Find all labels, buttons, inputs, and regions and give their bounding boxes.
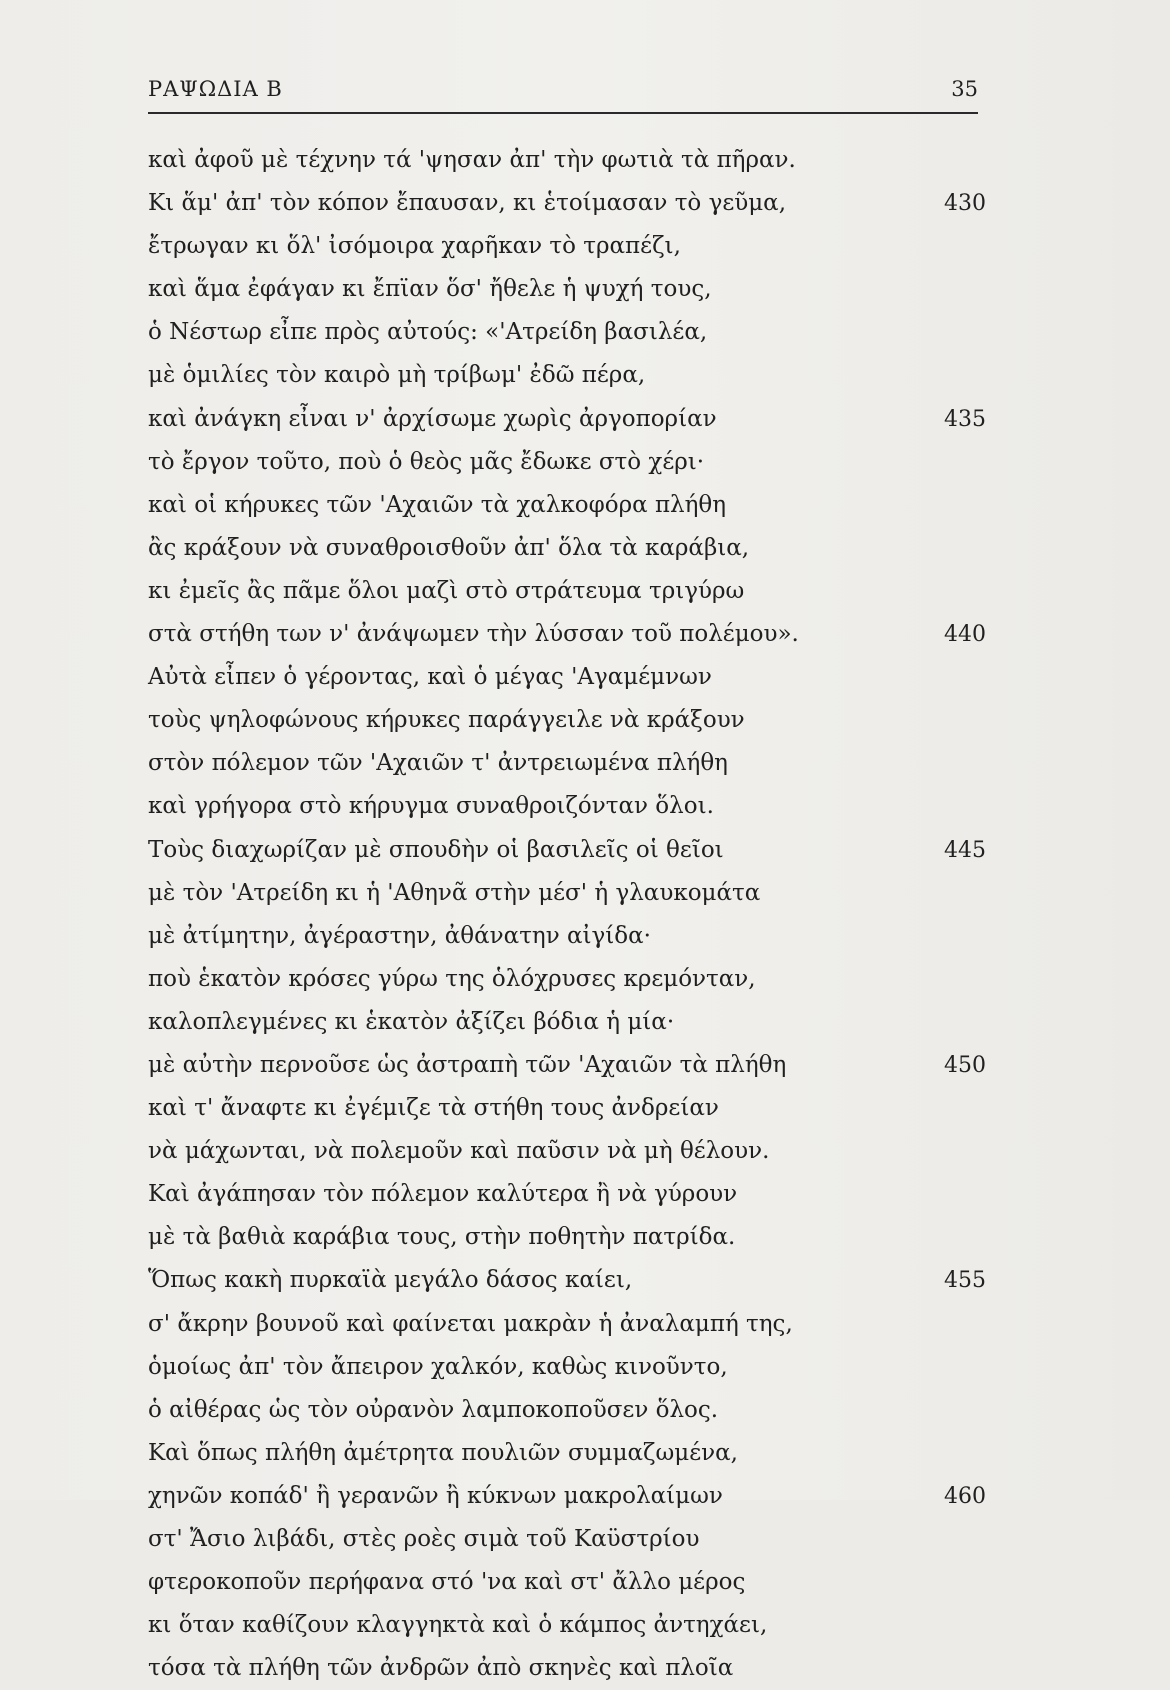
verse-line <box>148 1647 988 1690</box>
verse-text: χηνῶν κοπάδ' ἢ γερανῶν ἢ κύκνων μακρολαίμων <box>148 1482 723 1509</box>
verse-line <box>148 1518 988 1561</box>
verse-line <box>148 1173 988 1216</box>
verse-line <box>148 484 988 527</box>
verse-line <box>148 699 988 742</box>
header-rule <box>148 112 978 114</box>
verse-text: καὶ ἀνάγκη εἶναι ν' ἀρχίσωμε χωρὶς ἀργοπορίαν <box>148 405 717 432</box>
line-number: 435 <box>944 406 986 432</box>
verse-text: καὶ ἀφοῦ μὲ τέχνην τά 'ψησαν ἀπ' τὴν φωτιὰ τὰ πῆραν. <box>148 147 796 173</box>
verse-line <box>148 268 988 311</box>
verse-text: μὲ ἀτίμητην, ἀγέραστην, ἀθάνατην αἰγίδα· <box>148 922 651 949</box>
verse-line <box>148 1475 988 1518</box>
verse-line <box>148 742 988 785</box>
verse-line <box>148 1432 988 1475</box>
verse-line <box>148 613 988 656</box>
verse-text: ὁμοίως ἀπ' τὸν ἄπειρον χαλκόν, καθὼς κινοῦντο, <box>148 1353 728 1380</box>
running-head <box>148 72 978 106</box>
verse-line <box>148 1130 988 1173</box>
verse-text: Ὅπως κακὴ πυρκαϊὰ μεγάλο δάσος καίει, <box>148 1267 633 1294</box>
verse-line <box>148 441 988 484</box>
line-number: 460 <box>944 1483 986 1509</box>
verse-text: καὶ τ' ἄναφτε κι ἐγέμιζε τὰ στήθη τους ἀνδρείαν <box>148 1095 719 1122</box>
verse-block <box>148 139 988 1690</box>
verse-text: μὲ αὐτὴν περνοῦσε ὡς ἀστραπὴ τῶν 'Αχαιῶν τὰ πλήθη <box>148 1051 787 1078</box>
verse-line <box>148 1044 988 1087</box>
line-number: 440 <box>944 622 986 648</box>
verse-text: ἂς κράξουν νὰ συναθροισθοῦν ἀπ' ὅλα τὰ καράβια, <box>148 534 750 561</box>
verse-text: μὲ ὁμιλίες τὸν καιρὸ μὴ τρίβωμ' ἐδῶ πέρα, <box>148 362 646 389</box>
verse-text: καλοπλεγμένες κι ἑκατὸν ἀξίζει βόδια ἡ μία· <box>148 1008 675 1035</box>
verse-line <box>148 1561 988 1604</box>
verse-text: καὶ ἅμα ἐφάγαν κι ἔπϊαν ὅσ' ἤθελε ἡ ψυχή τους, <box>148 276 712 303</box>
verse-line <box>148 1389 988 1432</box>
verse-text: μὲ τὸν 'Ατρείδη κι ἡ 'Αθηνᾶ στὴν μέσ' ἡ γλαυκομάτα <box>148 879 761 906</box>
verse-text: Καὶ ἀγάπησαν τὸν πόλεμον καλύτερα ἢ νὰ γύρουν <box>148 1181 738 1208</box>
verse-text: ὁ Νέστωρ εἶπε πρὸς αὐτούς: «'Ατρείδη βασιλέα, <box>148 319 708 346</box>
line-number: 455 <box>944 1268 986 1294</box>
verse-text: Κι ἅμ' ἀπ' τὸν κόπον ἔπαυσαν, κι ἑτοίμασαν τὸ γεῦμα, <box>148 190 787 217</box>
verse-line <box>148 1216 988 1259</box>
verse-text: στὸν πόλεμον τῶν 'Αχαιῶν τ' ἀντρειωμένα πλήθη <box>148 750 728 777</box>
verse-text: Καὶ ὅπως πλήθη ἀμέτρητα πουλιῶν συμμαζωμένα, <box>148 1439 738 1466</box>
verse-line <box>148 398 988 441</box>
verse-line <box>148 1087 988 1130</box>
verse-text: στ' Ἄσιο λιβάδι, στὲς ροὲς σιμὰ τοῦ Καϋστρίου <box>148 1526 700 1552</box>
verse-line <box>148 182 988 225</box>
verse-line <box>148 1346 988 1389</box>
verse-line <box>148 872 988 915</box>
verse-text: ἔτρωγαν κι ὅλ' ἰσόμοιρα χαρῆκαν τὸ τραπέζι, <box>148 233 681 260</box>
verse-text: μὲ τὰ βαθιὰ καράβια τους, στὴν ποθητὴν πατρίδα. <box>148 1224 736 1251</box>
verse-text: τὸ ἔργον τοῦτο, ποὺ ὁ θεὸς μᾶς ἔδωκε στὸ χέρι· <box>148 448 705 475</box>
verse-line <box>148 1303 988 1346</box>
verse-text: νὰ μάχωνται, νὰ πολεμοῦν καὶ παῦσιν νὰ μὴ θέλουν. <box>148 1138 770 1165</box>
verse-line <box>148 656 988 699</box>
verse-text: Αὐτὰ εἶπεν ὁ γέροντας, καὶ ὁ μέγας 'Αγαμέμνων <box>148 664 712 691</box>
line-number: 450 <box>944 1052 986 1078</box>
verse-text: ποὺ ἑκατὸν κρόσες γύρω της ὁλόχρυσες κρεμόνταν, <box>148 965 756 992</box>
verse-text: στὰ στήθη των ν' ἀνάψωμεν τὴν λύσσαν τοῦ πολέμου». <box>148 621 799 648</box>
verse-text: κι ἐμεῖς ἂς πᾶμε ὅλοι μαζὶ στὸ στράτευμα τριγύρω <box>148 577 745 604</box>
verse-text: τόσα τὰ πλήθη τῶν ἀνδρῶν ἀπὸ σκηνὲς καὶ πλοῖα <box>148 1655 734 1682</box>
verse-line <box>148 958 988 1001</box>
verse-text: ὁ αἰθέρας ὡς τὸν οὐρανὸν λαμποκοποῦσεν ὅλος. <box>148 1396 719 1423</box>
line-number: 445 <box>944 837 986 863</box>
verse-line <box>148 225 988 268</box>
verse-line <box>148 915 988 958</box>
verse-line <box>148 1604 988 1647</box>
verse-line <box>148 570 988 613</box>
verse-line <box>148 139 988 182</box>
line-number: 430 <box>944 191 986 217</box>
verse-text: τοὺς ψηλοφώνους κήρυκες παράγγειλε νὰ κράξουν <box>148 707 745 734</box>
verse-line <box>148 311 988 354</box>
verse-text: σ' ἄκρην βουνοῦ καὶ φαίνεται μακρὰν ἡ ἀναλαμπή της, <box>148 1310 793 1337</box>
verse-line <box>148 527 988 570</box>
chapter-title: ΡΑΨΩΔΙΑ Β <box>148 77 283 101</box>
verse-line <box>148 1259 988 1302</box>
verse-text: καὶ γρήγορα στὸ κήρυγμα συναθροιζόνταν ὅλοι. <box>148 793 714 820</box>
verse-text: φτεροκοποῦν περήφανα στό 'να καὶ στ' ἄλλο μέρος <box>148 1569 746 1596</box>
verse-line <box>148 829 988 872</box>
page-number: 35 <box>951 77 978 101</box>
verse-text: Τοὺς διαχωρίζαν μὲ σπουδὴν οἱ βασιλεῖς οἱ θεῖοι <box>148 836 724 863</box>
verse-line <box>148 354 988 397</box>
verse-text: καὶ οἱ κήρυκες τῶν 'Αχαιῶν τὰ χαλκοφόρα πλήθη <box>148 491 727 518</box>
verse-text: κι ὅταν καθίζουν κλαγγηκτὰ καὶ ὁ κάμπος ἀντηχάει, <box>148 1612 768 1639</box>
verse-line <box>148 785 988 828</box>
verse-line <box>148 1001 988 1044</box>
